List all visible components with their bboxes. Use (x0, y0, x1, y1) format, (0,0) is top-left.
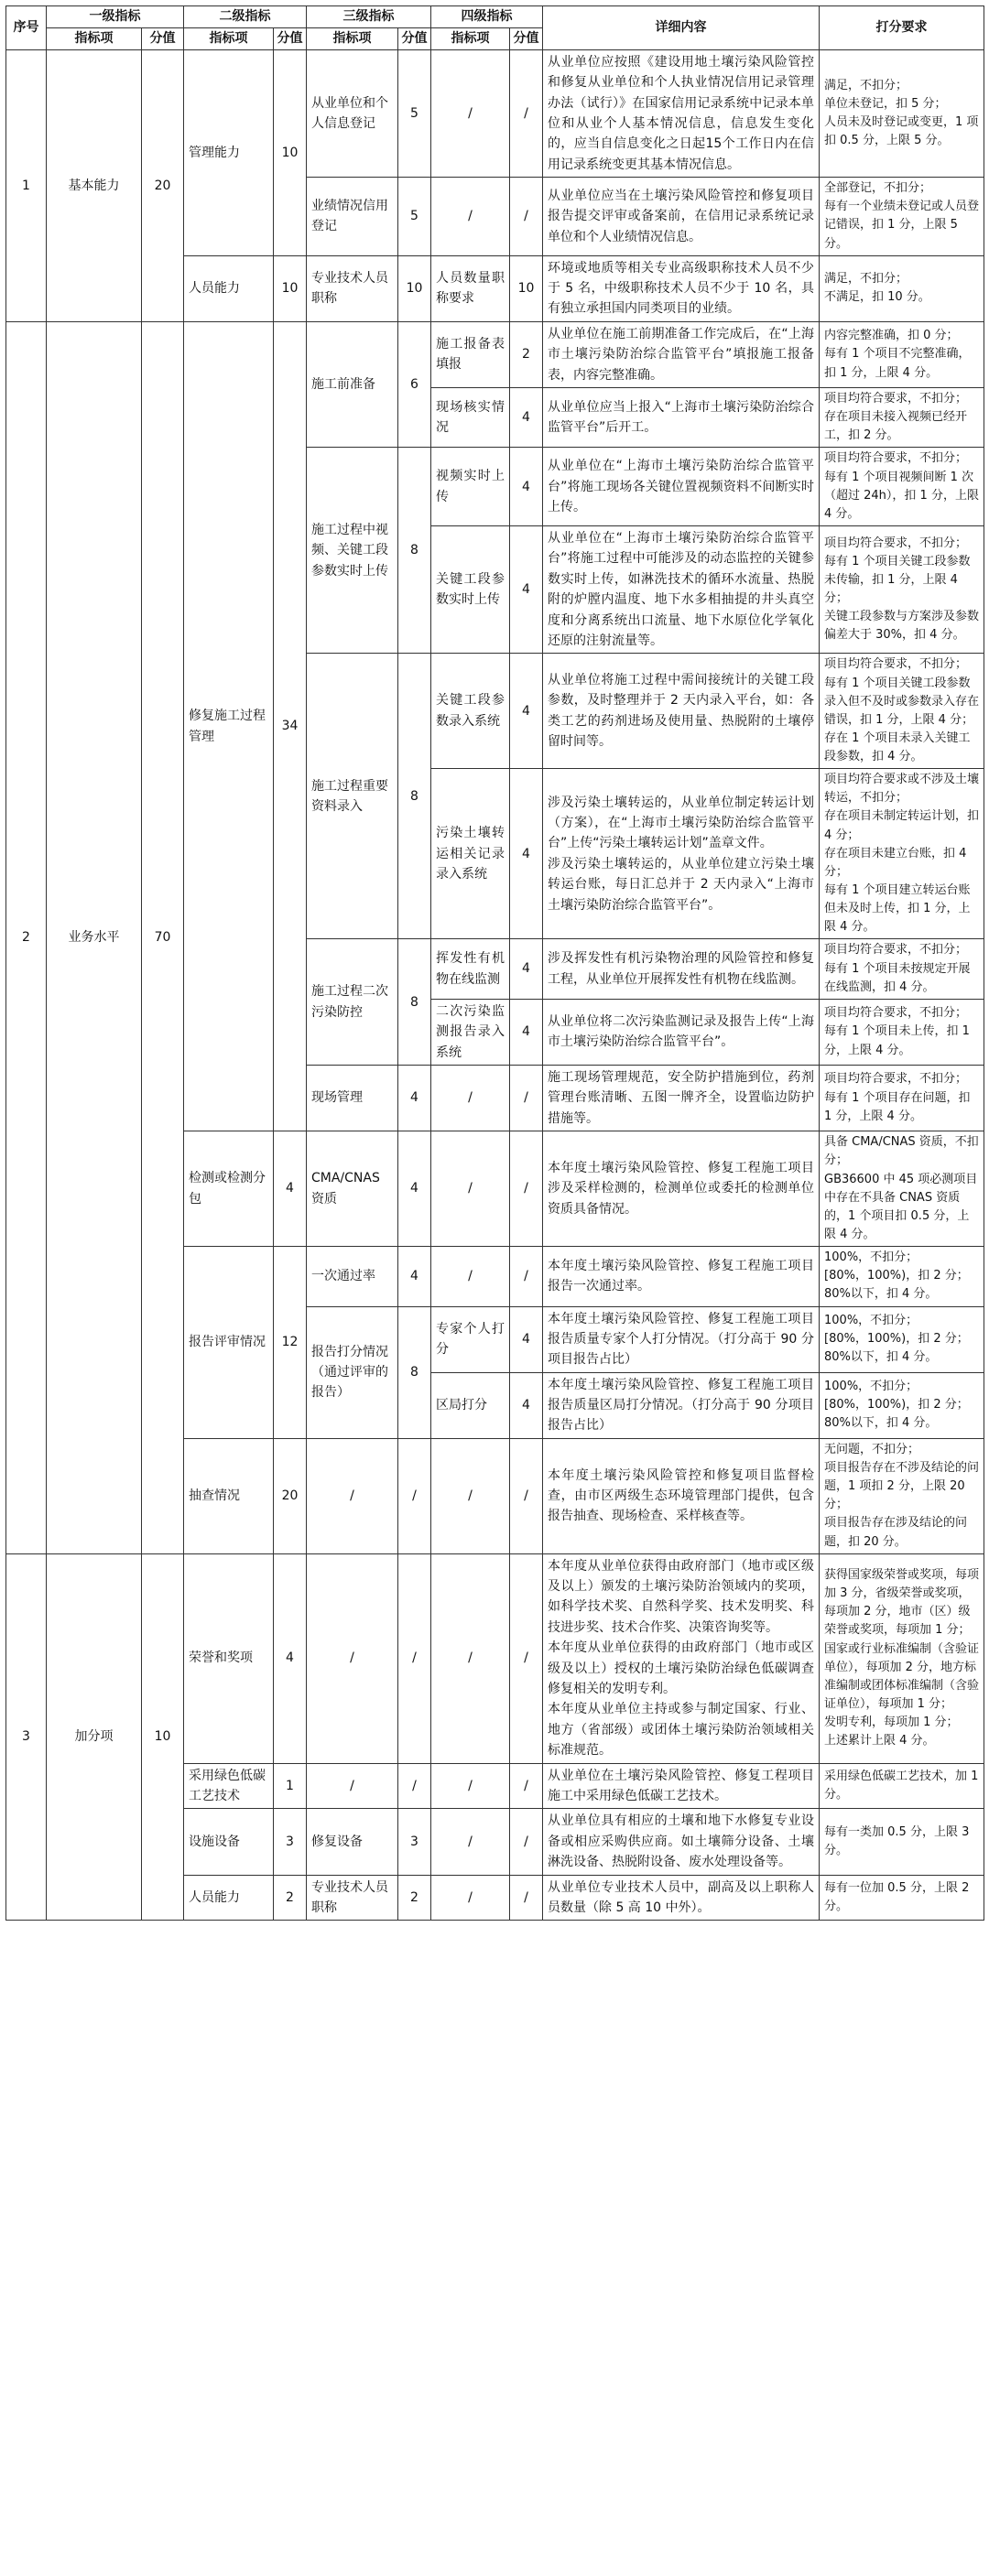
scoring-cell: 项目均符合要求，不扣分； 每有 1 个项目存在问题，扣 1 分，上限 4 分。 (820, 1066, 984, 1131)
level4-score-cell: / (510, 1763, 543, 1809)
scoring-cell: 项目均符合要求，不扣分； 每有 1 个项目关键工段参数录入但不及时或参数录入存在错误，扣 1 分，上限 4 分； 存在 1 个项目未录入关键工段参数，扣 4 分。 (820, 654, 984, 769)
detail-cell: 从业单位具有相应的土壤和地下水修复专业设备或相应采购供应商。如土壤筛分设备、土壤淋洗设备、热脱附设备、废水处理设备等。 (543, 1809, 820, 1875)
level4-score-cell: / (510, 1247, 543, 1306)
level4-score-cell: / (510, 178, 543, 256)
level2-item-cell: 荣誉和奖项 (184, 1553, 274, 1763)
detail-cell: 本年度土壤污染风险管控、修复工程施工项目报告质量区局打分情况。（打分高于 90 分项目报告占比） (543, 1372, 820, 1438)
scoring-cell: 100%，不扣分； [80%，100%)，扣 2 分； 80%以下，扣 4 分。 (820, 1372, 984, 1438)
header-level4: 四级指标 (431, 6, 543, 28)
level3-score-cell: 10 (398, 255, 431, 321)
scoring-cell: 全部登记，不扣分； 每有一个业绩未登记或人员登记错误，扣 1 分，上限 5 分。 (820, 178, 984, 256)
level3-item-cell: 专业技术人员职称 (307, 255, 398, 321)
level1-score-cell: 20 (142, 49, 184, 321)
header-l1-item: 指标项 (47, 27, 142, 49)
level4-item-cell: / (431, 1809, 510, 1875)
level3-item-cell: / (307, 1763, 398, 1809)
level4-item-cell: / (431, 1763, 510, 1809)
level4-score-cell: / (510, 49, 543, 177)
scoring-cell: 项目均符合要求，不扣分； 每有 1 个项目视频间断 1 次（超过 24h），扣 1 分，上限 4 分。 (820, 448, 984, 526)
level4-score-cell: 4 (510, 999, 543, 1065)
header-level1: 一级指标 (47, 6, 184, 28)
level4-score-cell: 4 (510, 654, 543, 769)
scoring-cell: 无问题，不扣分； 项目报告存在不涉及结论的问题，1 项扣 2 分，上限 20 分； 项目报告存在涉及结论的问题，扣 20 分。 (820, 1438, 984, 1553)
detail-cell: 从业单位在“上海市土壤污染防治综合监管平台”将施工过程中可能涉及的动态监控的关键参数实时上传，如淋洗技术的循环水流量、热脱附的炉膛内温度、地下水多相抽提的井头真空度和分离系统出口流量、地下水原位化学氧化还原的注射流量等。 (543, 526, 820, 654)
level3-item-cell: CMA/CNAS 资质 (307, 1131, 398, 1247)
detail-cell: 从业单位在施工前期准备工作完成后，在“上海市土壤污染防治综合监管平台”填报施工报备表，内容完整准确。 (543, 321, 820, 387)
level3-item-cell: / (307, 1553, 398, 1763)
header-detail: 详细内容 (543, 6, 820, 50)
level2-score-cell: 20 (274, 1438, 307, 1553)
level3-item-cell: 报告打分情况（通过评审的报告） (307, 1306, 398, 1438)
level4-item-cell: / (431, 1438, 510, 1553)
level4-score-cell: 4 (510, 939, 543, 999)
level2-score-cell: 4 (274, 1131, 307, 1247)
scoring-cell: 每有一位加 0.5 分，上限 2 分。 (820, 1875, 984, 1921)
scoring-cell: 具备 CMA/CNAS 资质，不扣分； GB36600 中 45 项必测项目中存在不具备 CNAS 资质的，1 个项目扣 0.5 分，上限 4 分。 (820, 1131, 984, 1247)
level4-score-cell: 2 (510, 321, 543, 387)
scoring-cell: 满足，不扣分； 不满足，扣 10 分。 (820, 255, 984, 321)
level4-item-cell: / (431, 178, 510, 256)
level4-item-cell: 人员数量职称要求 (431, 255, 510, 321)
detail-cell: 本年度土壤污染风险管控、修复工程施工项目报告质量专家个人打分情况。（打分高于 90 分项目报告占比） (543, 1306, 820, 1372)
level4-item-cell: 施工报备表填报 (431, 321, 510, 387)
detail-cell: 涉及挥发性有机污染物治理的风险管控和修复工程，从业单位开展挥发性有机物在线监测。 (543, 939, 820, 999)
level4-item-cell: 现场核实情况 (431, 388, 510, 448)
level4-item-cell: / (431, 1875, 510, 1921)
level4-item-cell: / (431, 1247, 510, 1306)
scoring-cell: 100%，不扣分； [80%，100%)，扣 2 分； 80%以下，扣 4 分。 (820, 1247, 984, 1306)
level2-item-cell: 抽查情况 (184, 1438, 274, 1553)
level2-item-cell: 人员能力 (184, 1875, 274, 1921)
level3-item-cell: 施工过程中视频、关键工段参数实时上传 (307, 448, 398, 654)
level4-score-cell: 4 (510, 769, 543, 939)
level4-item-cell: / (431, 1131, 510, 1247)
level4-score-cell: 4 (510, 526, 543, 654)
seq-cell: 3 (6, 1553, 47, 1921)
level4-score-cell: 4 (510, 448, 543, 526)
level4-score-cell: / (510, 1553, 543, 1763)
scoring-table (5, 5, 984, 1921)
level1-item-cell: 加分项 (47, 1553, 142, 1921)
header-level2: 二级指标 (184, 6, 307, 28)
level2-item-cell: 管理能力 (184, 49, 274, 255)
level3-score-cell: 6 (398, 321, 431, 448)
detail-cell: 从业单位应当在土壤污染风险管控和修复项目报告提交评审或备案前，在信用记录系统记录单位和个人业绩情况信息。 (543, 178, 820, 256)
header-level3: 三级指标 (307, 6, 431, 28)
detail-cell: 从业单位将施工过程中需间接统计的关键工段参数，及时整理并于 2 天内录入平台，如：各类工艺的药剂进场及使用量、热脱附的土壤停留时间等。 (543, 654, 820, 769)
level4-item-cell: 区局打分 (431, 1372, 510, 1438)
level2-item-cell: 修复施工过程管理 (184, 321, 274, 1131)
level4-item-cell: / (431, 1066, 510, 1131)
header-l2-score: 分值 (274, 27, 307, 49)
level3-score-cell: 3 (398, 1809, 431, 1875)
level4-item-cell: 关键工段参数实时上传 (431, 526, 510, 654)
level4-item-cell: 挥发性有机物在线监测 (431, 939, 510, 999)
detail-cell: 本年度土壤污染风险管控和修复项目监督检查，由市区两级生态环境管理部门提供，包含报告抽查、现场检查、采样核查等。 (543, 1438, 820, 1553)
scoring-cell: 内容完整准确，扣 0 分； 每有 1 个项目不完整准确，扣 1 分，上限 4 分。 (820, 321, 984, 387)
level4-item-cell: 污染土壤转运相关记录录入系统 (431, 769, 510, 939)
level2-score-cell: 10 (274, 255, 307, 321)
level4-item-cell: 专家个人打分 (431, 1306, 510, 1372)
level3-item-cell: 业绩情况信用登记 (307, 178, 398, 256)
level2-score-cell: 34 (274, 321, 307, 1131)
level3-score-cell: 4 (398, 1247, 431, 1306)
level2-score-cell: 10 (274, 49, 307, 255)
level2-item-cell: 人员能力 (184, 255, 274, 321)
level2-item-cell: 采用绿色低碳工艺技术 (184, 1763, 274, 1809)
detail-cell: 从业单位应当上报入“上海市土壤污染防治综合监管平台”后开工。 (543, 388, 820, 448)
detail-cell: 环境或地质等相关专业高级职称技术人员不少于 5 名，中级职称技术人员不少于 10 名，具有独立承担国内同类项目的业绩。 (543, 255, 820, 321)
header-seq: 序号 (6, 6, 47, 50)
detail-cell: 从业单位在“上海市土壤污染防治综合监管平台”将施工现场各关键位置视频资料不间断实时上传。 (543, 448, 820, 526)
level4-score-cell: 4 (510, 1306, 543, 1372)
header-l4-score: 分值 (510, 27, 543, 49)
level4-score-cell: / (510, 1066, 543, 1131)
level4-item-cell: / (431, 49, 510, 177)
detail-cell: 从业单位专业技术人员中，副高及以上职称人员数量（除 5 高 10 中外）。 (543, 1875, 820, 1921)
level3-score-cell: 4 (398, 1131, 431, 1247)
header-l2-item: 指标项 (184, 27, 274, 49)
level3-score-cell: / (398, 1553, 431, 1763)
level3-score-cell: / (398, 1763, 431, 1809)
header-l1-score: 分值 (142, 27, 184, 49)
level4-score-cell: 4 (510, 1372, 543, 1438)
level2-item-cell: 设施设备 (184, 1809, 274, 1875)
detail-cell: 本年度土壤污染风险管控、修复工程施工项目报告一次通过率。 (543, 1247, 820, 1306)
scoring-cell: 100%，不扣分； [80%，100%)，扣 2 分； 80%以下，扣 4 分。 (820, 1306, 984, 1372)
level3-score-cell: 5 (398, 178, 431, 256)
level3-item-cell: / (307, 1438, 398, 1553)
level1-item-cell: 基本能力 (47, 49, 142, 321)
detail-cell: 从业单位将二次污染监测记录及报告上传“上海市土壤污染防治综合监管平台”。 (543, 999, 820, 1065)
detail-cell: 从业单位应按照《建设用地土壤污染风险管控和修复从业单位和个人执业情况信用记录管理办法（试行）》在国家信用记录系统中记录本单位和从业个人基本情况信息，信息发生变化的，应当自信息变化之日起15个工作日内在信用记录系统变更其基本情况信息。 (543, 49, 820, 177)
level3-item-cell: 修复设备 (307, 1809, 398, 1875)
level4-score-cell: / (510, 1438, 543, 1553)
level2-score-cell: 3 (274, 1809, 307, 1875)
level1-score-cell: 10 (142, 1553, 184, 1921)
level3-item-cell: 一次通过率 (307, 1247, 398, 1306)
detail-cell: 施工现场管理规范，安全防护措施到位，药剂管理台账清晰、五图一牌齐全，设置临边防护措施等。 (543, 1066, 820, 1131)
level3-score-cell: 8 (398, 448, 431, 654)
level3-score-cell: 8 (398, 1306, 431, 1438)
table-row (6, 49, 984, 177)
header-scoring: 打分要求 (820, 6, 984, 50)
level2-score-cell: 1 (274, 1763, 307, 1809)
detail-cell: 本年度从业单位获得由政府部门（地市或区级及以上）颁发的土壤污染防治领域内的奖项，如科学技术奖、自然科学奖、技术发明奖、科技进步奖、技术合作奖、决策咨询奖等。 本年度从业单位获得的由政府部门（地市或区级及以上）授权的土壤污染防治绿色低碳调查修复相关的发明专利。 本年度从业单位主持或参与制定国家、行业、地方（省部级）或团体土壤污染防治领域相关标准规范。 (543, 1553, 820, 1763)
header-l3-item: 指标项 (307, 27, 398, 49)
level4-score-cell: 4 (510, 388, 543, 448)
scoring-cell: 项目均符合要求，不扣分； 每有 1 个项目未上传，扣 1 分，上限 4 分。 (820, 999, 984, 1065)
level2-item-cell: 报告评审情况 (184, 1247, 274, 1439)
scoring-cell: 项目均符合要求，不扣分； 每有 1 个项目关键工段参数未传输，扣 1 分，上限 4 分； 关键工段参数与方案涉及参数偏差大于 30%，扣 4 分。 (820, 526, 984, 654)
scoring-cell: 项目均符合要求或不涉及土壤转运，不扣分； 存在项目未制定转运计划，扣 4 分； 存在项目未建立台账，扣 4 分； 每有 1 个项目建立转运台账但未及时上传，扣 1 分，上限 4 分。 (820, 769, 984, 939)
table-body (6, 49, 984, 1921)
seq-cell: 2 (6, 321, 47, 1553)
level2-item-cell: 检测或检测分包 (184, 1131, 274, 1247)
level3-item-cell: 专业技术人员职称 (307, 1875, 398, 1921)
level4-score-cell: / (510, 1809, 543, 1875)
level3-item-cell: 施工过程重要资料录入 (307, 654, 398, 939)
detail-cell: 从业单位在土壤污染风险管控、修复工程项目施工中采用绿色低碳工艺技术。 (543, 1763, 820, 1809)
level2-score-cell: 12 (274, 1247, 307, 1439)
scoring-cell: 获得国家级荣誉或奖项，每项加 3 分，省级荣誉或奖项，每项加 2 分，地市（区）级荣誉或奖项，每项加 1 分； 国家或行业标准编制（含验证单位），每项加 2 分，地方标准编制或团体标准编制（含验证单位），每项加 1 分； 发明专利，每项加 1 分； 上述累计上限 4 分。 (820, 1553, 984, 1763)
table-header (6, 6, 984, 50)
level1-score-cell: 70 (142, 321, 184, 1553)
level3-score-cell: 5 (398, 49, 431, 177)
level2-score-cell: 4 (274, 1553, 307, 1763)
level4-item-cell: 视频实时上传 (431, 448, 510, 526)
level3-item-cell: 现场管理 (307, 1066, 398, 1131)
header-l3-score: 分值 (398, 27, 431, 49)
table-row (6, 1553, 984, 1763)
level4-item-cell: 关键工段参数录入系统 (431, 654, 510, 769)
header-l4-item: 指标项 (431, 27, 510, 49)
scoring-cell: 采用绿色低碳工艺技术，加 1 分。 (820, 1763, 984, 1809)
detail-cell: 本年度土壤污染风险管控、修复工程施工项目涉及采样检测的，检测单位或委托的检测单位资质具备情况。 (543, 1131, 820, 1247)
level2-score-cell: 2 (274, 1875, 307, 1921)
scoring-cell: 项目均符合要求，不扣分； 每有 1 个项目未按规定开展在线监测，扣 4 分。 (820, 939, 984, 999)
level4-score-cell: 10 (510, 255, 543, 321)
scoring-table-container (5, 5, 984, 1921)
detail-cell: 涉及污染土壤转运的，从业单位制定转运计划（方案），在“上海市土壤污染防治综合监管平台”上传“污染土壤转运计划”盖章文件。 涉及污染土壤转运的，从业单位建立污染土壤转运台账，每日汇总并于 2 天内录入“上海市土壤污染防治综合监管平台”。 (543, 769, 820, 939)
level3-score-cell: / (398, 1438, 431, 1553)
level3-item-cell: 施工前准备 (307, 321, 398, 448)
seq-cell: 1 (6, 49, 47, 321)
level3-score-cell: 2 (398, 1875, 431, 1921)
level3-score-cell: 8 (398, 654, 431, 939)
table-row (6, 321, 984, 387)
level4-score-cell: / (510, 1131, 543, 1247)
scoring-cell: 每有一类加 0.5 分，上限 3 分。 (820, 1809, 984, 1875)
level1-item-cell: 业务水平 (47, 321, 142, 1553)
level3-item-cell: 从业单位和个人信息登记 (307, 49, 398, 177)
level3-score-cell: 4 (398, 1066, 431, 1131)
level3-item-cell: 施工过程二次污染防控 (307, 939, 398, 1066)
scoring-cell: 项目均符合要求，不扣分； 存在项目未接入视频已经开工，扣 2 分。 (820, 388, 984, 448)
level4-item-cell: / (431, 1553, 510, 1763)
scoring-cell: 满足，不扣分； 单位未登记，扣 5 分； 人员未及时登记或变更，1 项扣 0.5 分，上限 5 分。 (820, 49, 984, 177)
level4-item-cell: 二次污染监测报告录入系统 (431, 999, 510, 1065)
level4-score-cell: / (510, 1875, 543, 1921)
level3-score-cell: 8 (398, 939, 431, 1066)
